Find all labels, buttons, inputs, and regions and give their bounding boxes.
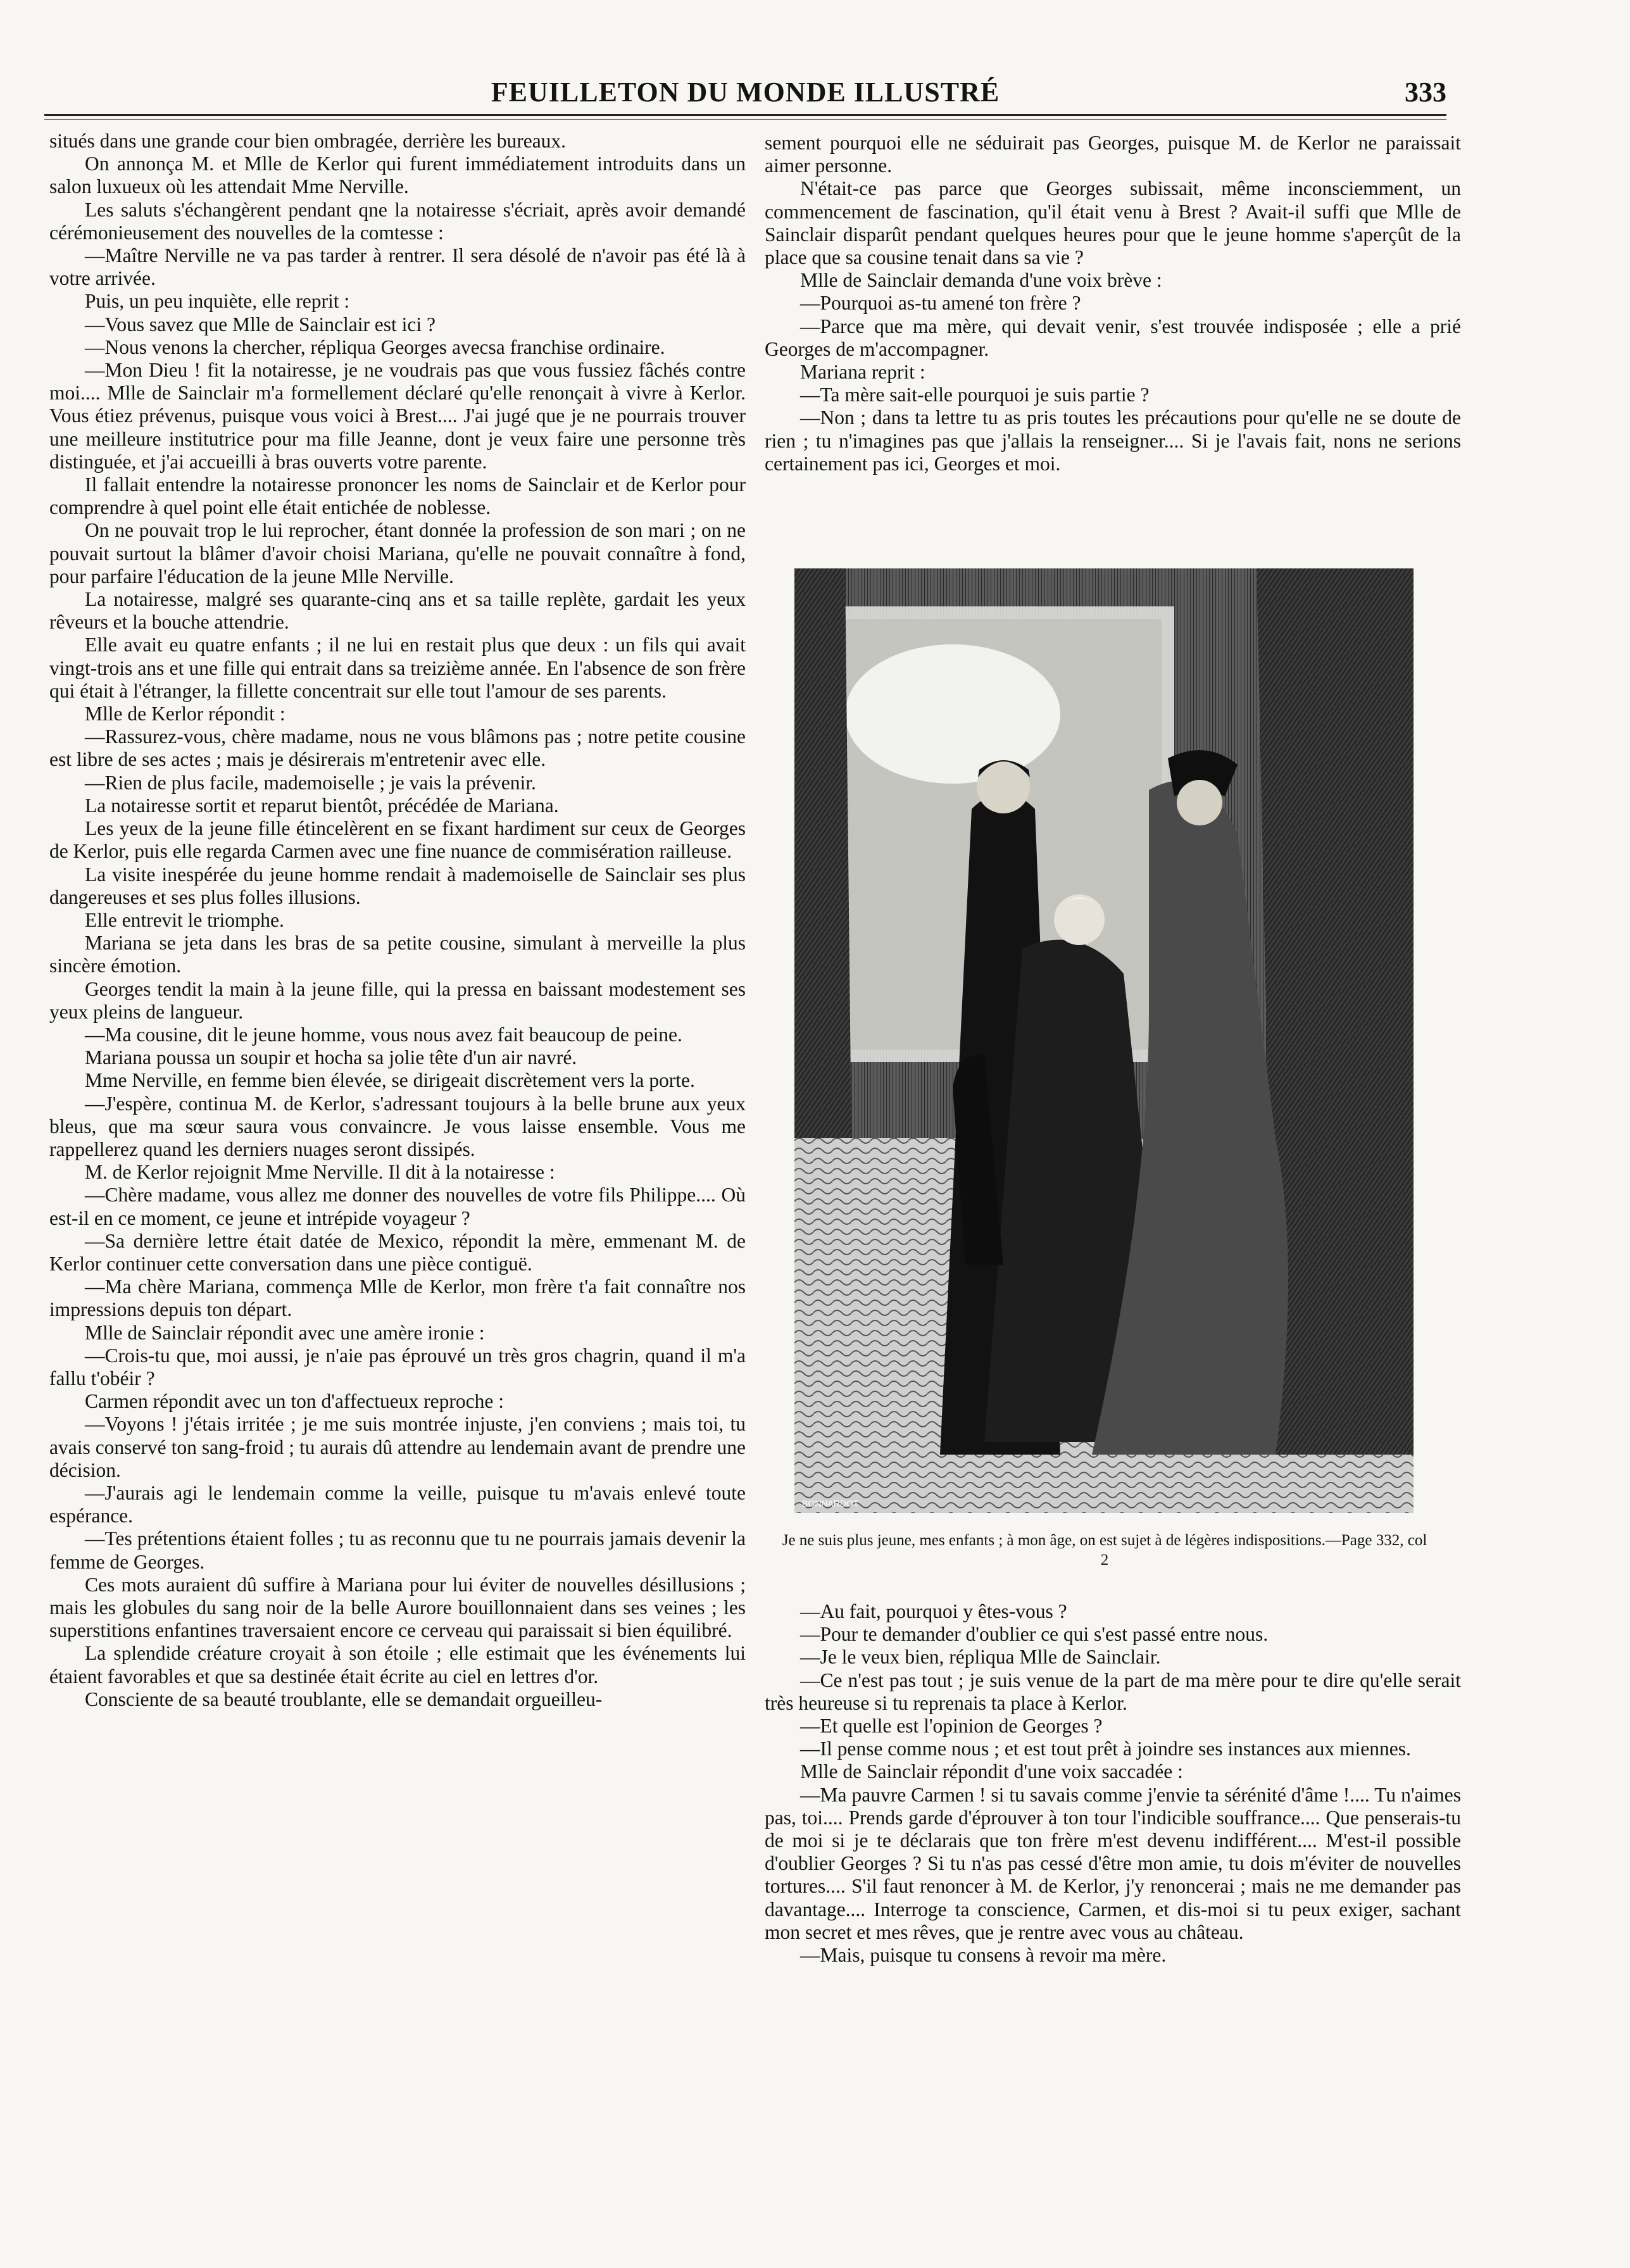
paragraph: —Je le veux bien, répliqua Mlle de Sainclair.: [800, 1646, 1161, 1669]
artist-signature: BONNARDOT: [802, 1498, 859, 1508]
paragraph: —Pour te demander d'oublier ce qui s'est passé entre nous.: [800, 1623, 1269, 1646]
paragraph: Mlle de Kerlor répondit :: [85, 703, 285, 725]
engraving-drawing: [794, 568, 1414, 1513]
paragraph: On ne pouvait trop le lui reprocher, étant donnée la profession de son mari ; on ne pouvait surtout la blâmer d'avoir choisi Mariana, qu'elle ne pouvait connaître à fond, pour parfaire l'éducation de la jeune Mlle Nerville.: [49, 519, 746, 587]
paragraph: —Rassurez-vous, chère madame, nous ne vous blâmons pas ; notre petite cousine est libre de ses actes ; mais je désirerais m'entretenir avec elle.: [49, 725, 746, 771]
paragraph: —Pourquoi as-tu amené ton frère ?: [800, 292, 1081, 315]
paragraph: Consciente de sa beauté troublante, elle se demandait orgueilleu-: [85, 1688, 603, 1710]
paragraph: situés dans une grande cour bien ombragée, derrière les bureaux.: [49, 130, 567, 152]
paragraph: —Nous venons la chercher, répliqua Georges avecsa franchise ordinaire.: [85, 335, 665, 358]
paragraph: —Et quelle est l'opinion de Georges ?: [800, 1715, 1103, 1738]
paragraph: —Crois-tu que, moi aussi, je n'aie pas éprouvé un très gros chagrin, quand il m'a fallu t'obéir ?: [49, 1344, 746, 1389]
paragraph: La splendide créature croyait à son étoile ; elle estimait que les événements lui étaient favorables et que sa destinée était écrite au ciel en lettres d'or.: [49, 1642, 746, 1688]
paragraph: Mariana poussa un soupir et hocha sa jolie tête d'un air navré.: [85, 1046, 577, 1069]
paragraph: —Rien de plus facile, mademoiselle ; je vais la prévenir.: [85, 771, 536, 794]
page-header: [44, 76, 1446, 114]
paragraph: Mlle de Sainclair répondit d'une voix saccadée :: [800, 1760, 1183, 1783]
paragraph: —Mon Dieu ! fit la notairesse, je ne voudrais pas que vous fussiez fâchés contre moi.... Mlle de Sainclair m'a formellement déclaré qu'elle renonçait à vivre à Kerlor. Vous étiez prévenus, puisque vous voici à Brest.... J'ai jugé que je ne pourrais trouver une meilleure institutrice pour ma fille Jeanne, dont je veux faire une personne très distinguée, et j'ai accueilli à bras ouverts votre parente.: [49, 359, 746, 473]
paragraph: —Mais, puisque tu consens à revoir ma mère.: [800, 1944, 1167, 1967]
paragraph: Puis, un peu inquiète, elle reprit :: [85, 290, 350, 313]
engraving-illustration: [794, 568, 1414, 1513]
paragraph: Les saluts s'échangèrent pendant qne la notairesse s'écriait, après avoir demandé cérémonieusement des nouvelles de la comtesse :: [49, 198, 746, 244]
paragraph: —Ma chère Mariana, commença Mlle de Kerlor, mon frère t'a fait connaître nos impressions depuis ton départ.: [49, 1275, 746, 1321]
right-column-top: [765, 132, 1461, 475]
paragraph: —J'espère, continua M. de Kerlor, s'adressant toujours à la belle brune aux yeux bleus, que ma sœur saura vous convaincre. Je vous laisse ensemble. Vous me rappellerez quand les derniers nuages seront dissipés.: [49, 1092, 746, 1160]
paragraph: La visite inespérée du jeune homme rendait à mademoiselle de Sainclair ses plus dangereuses et ses plus folles illusions.: [49, 863, 746, 908]
right-column-bottom: [765, 1600, 1461, 1967]
paragraph: —Ma pauvre Carmen ! si tu savais comme j'envie ta sérénité d'âme !.... Tu n'aimes pas, toi.... Prends garde d'éprouver à ton tour l'indicible souffrance.... Que penserais-tu de moi si je te déclarais que ton frère m'est devenu indifférent.... M'est-il possible d'oublier Georges ? Si tu n'as pas cessé d'être mon amie, tu dois m'éviter de nouvelles tortures.... S'il faut renoncer à M. de Kerlor, j'y renoncerai ; mais ne me demander pas davantage.... Interroge ta conscience, Carmen, et dis-moi si tu peux exiger, sachant mon secret et mes rêves, que je rentre avec vous au château.: [765, 1783, 1461, 1943]
paragraph: —J'aurais agi le lendemain comme la veille, puisque tu m'avais enlevé toute espérance.: [49, 1481, 746, 1527]
paragraph: —Chère madame, vous allez me donner des nouvelles de votre fils Philippe.... Où est-il en ce moment, ce jeune et intrépide voyageur ?: [49, 1184, 746, 1229]
paragraph: N'était-ce pas parce que Georges subissait, même inconsciemment, un commencement de fascination, qu'il était venu à Brest ? Avait-il suffi que Mlle de Sainclair disparût pendant quelques heures pour que le jeune homme s'aperçût de la place que sa cousine tenait dans sa vie ?: [765, 177, 1461, 269]
paragraph: Mariana se jeta dans les bras de sa petite cousine, simulant à merveille la plus sincère émotion.: [49, 932, 746, 977]
paragraph: Ces mots auraient dû suffire à Mariana pour lui éviter de nouvelles désillusions ; mais les globules du sang noir de la belle Aurore bouillonnaient dans ses veines ; les superstitions enfantines traversaient encore ce cerveau qui paraissait si bien équilibré.: [49, 1573, 746, 1642]
paragraph: —Ma cousine, dit le jeune homme, vous nous avez fait beaucoup de peine.: [85, 1023, 682, 1046]
paragraph: La notairesse sortit et reparut bientôt, précédée de Mariana.: [85, 794, 559, 817]
paragraph: —Voyons ! j'étais irritée ; je me suis montrée injuste, j'en conviens ; mais toi, tu avais conservé ton sang-froid ; tu aurais dû attendre au lendemain avant de prendre une décision.: [49, 1413, 746, 1481]
paragraph: sement pourquoi elle ne séduirait pas Georges, puisque M. de Kerlor ne paraissait aimer personne.: [765, 132, 1461, 177]
paragraph: —Ce n'est pas tout ; je suis venue de la part de ma mère pour te dire qu'elle serait très heureuse si tu reprenais ta place à Kerlor.: [765, 1669, 1461, 1714]
paragraph: —Sa dernière lettre était datée de Mexico, répondit la mère, emmenant M. de Kerlor continuer cette conversation dans une pièce contiguë.: [49, 1229, 746, 1275]
header-rule-thick: [44, 114, 1446, 116]
paragraph: —Au fait, pourquoi y êtes-vous ?: [800, 1600, 1067, 1622]
paragraph: M. de Kerlor rejoignit Mme Nerville. Il dit à la notairesse :: [85, 1161, 555, 1184]
paragraph: Carmen répondit avec un ton d'affectueux reproche :: [85, 1390, 504, 1413]
paragraph: La notairesse, malgré ses quarante-cinq ans et sa taille replète, gardait les yeux rêveurs et la bouche attendrie.: [49, 588, 746, 634]
paragraph: Mariana reprit :: [800, 361, 925, 384]
paragraph: —Ta mère sait-elle pourquoi je suis partie ?: [800, 384, 1150, 406]
paragraph: Mme Nerville, en femme bien élevée, se dirigeait discrètement vers la porte.: [85, 1069, 695, 1092]
paragraph: Elle entrevit le triomphe.: [85, 908, 284, 931]
paragraph: Georges tendit la main à la jeune fille, qui la pressa en baissant modestement ses yeux pleins de langueur.: [49, 977, 746, 1023]
paragraph: —Maître Nerville ne va pas tarder à rentrer. Il sera désolé de n'avoir pas été là à votre arrivée.: [49, 244, 746, 290]
left-column: [49, 130, 746, 1711]
paragraph: —Non ; dans ta lettre tu as pris toutes les précautions pour qu'elle ne se doute de rien ; tu n'imagines pas que j'allais la renseigner.... Si je l'avais fait, nons ne serions certainement pas ici, Georges et moi.: [765, 406, 1461, 475]
paragraph: —Tes prétentions étaient folles ; tu as reconnu que tu ne pourrais jamais devenir la femme de Georges.: [49, 1527, 746, 1573]
paragraph: —Vous savez que Mlle de Sainclair est ici ?: [85, 313, 436, 335]
paragraph: —Parce que ma mère, qui devait venir, s'est trouvée indisposée ; elle a prié Georges de m'accompagner.: [765, 315, 1461, 360]
paragraph: Elle avait eu quatre enfants ; il ne lui en restait plus que deux : un fils qui avait vingt-trois ans et une fille qui entrait dans sa treizième année. En l'absence de son frère qui était à l'étranger, la fillette concentrait sur elle tout l'amour de ses parents.: [49, 634, 746, 702]
paragraph: —Il pense comme nous ; et est tout prêt à joindre ses instances aux miennes.: [800, 1738, 1411, 1760]
newspaper-title: FEUILLETON DU MONDE ILLUSTRÉ: [491, 77, 1000, 108]
paragraph: On annonça M. et Mlle de Kerlor qui furent immédiatement introduits dans un salon luxueux où les attendait Mme Nerville.: [49, 153, 746, 198]
header-rule-thin: [44, 119, 1446, 120]
paragraph: Il fallait entendre la notairesse prononcer les noms de Sainclair et de Kerlor pour comprendre à quel point elle était entichée de noblesse.: [49, 473, 746, 519]
page-number: 333: [1405, 77, 1446, 108]
paragraph: Mlle de Sainclair demanda d'une voix brève :: [800, 269, 1162, 292]
paragraph: Les yeux de la jeune fille étincelèrent en se fixant hardiment sur ceux de Georges de Kerlor, puis elle regarda Carmen avec une fine nuance de commisération railleuse.: [49, 817, 746, 863]
illustration-caption: Je ne suis plus jeune, mes enfants ; à mon âge, on est sujet à de légères indispositions.—Page 332, col 2: [782, 1532, 1427, 1569]
paragraph: Mlle de Sainclair répondit avec une amère ironie :: [85, 1321, 485, 1344]
